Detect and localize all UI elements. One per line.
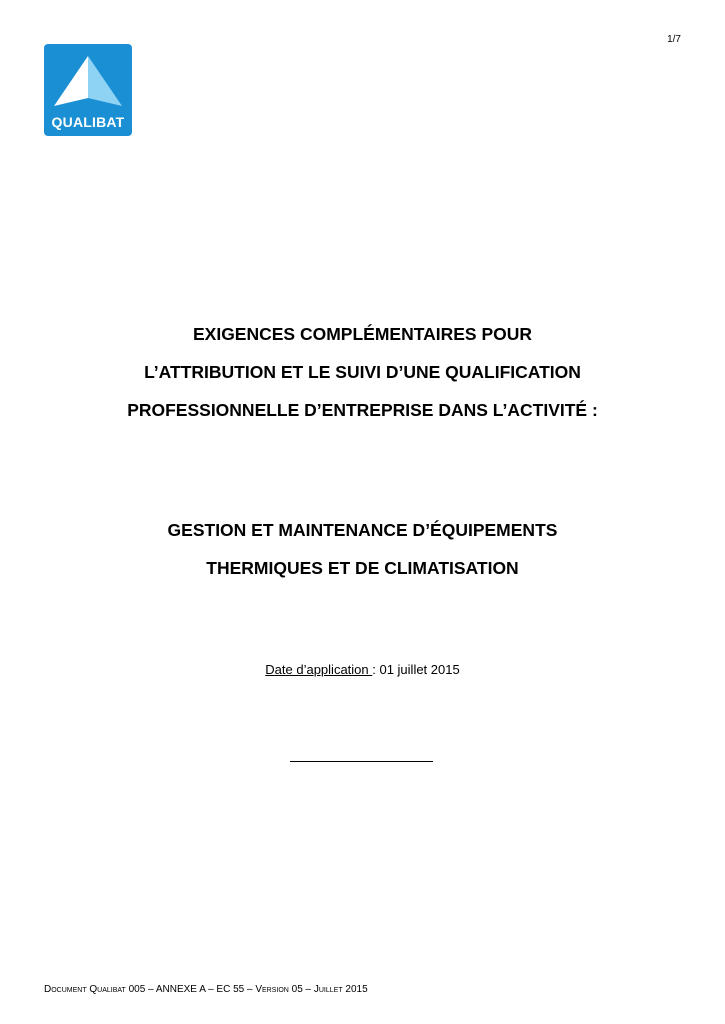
title-line: EXIGENCES COMPLÉMENTAIRES POUR	[192, 324, 533, 344]
subtitle-line: GESTION ET MAINTENANCE D’ÉQUIPEMENTS	[167, 520, 558, 540]
footer-text: Document Qualibat 005 – ANNEXE A – EC 55 – Version 05 – Juillet 2015	[44, 984, 368, 995]
subtitle-line: THERMIQUES ET DE CLIMATISATION	[206, 558, 519, 578]
document-title	[0, 322, 725, 436]
title-line: L’ATTRIBUTION ET LE SUIVI D’UNE QUALIFICATION	[144, 362, 581, 382]
date-label: Date d’application	[265, 662, 373, 677]
qualibat-logo	[44, 44, 132, 136]
separator-line	[290, 761, 433, 762]
activity-title	[0, 518, 725, 594]
application-date	[0, 662, 725, 677]
page-number: 1/7	[667, 34, 681, 45]
logo-text: QUALIBAT	[51, 114, 125, 130]
footer	[44, 984, 368, 995]
date-value: : 01 juillet 2015	[372, 662, 460, 677]
title-line: PROFESSIONNELLE D’ENTREPRISE DANS L’ACTIVITÉ :	[127, 400, 598, 420]
